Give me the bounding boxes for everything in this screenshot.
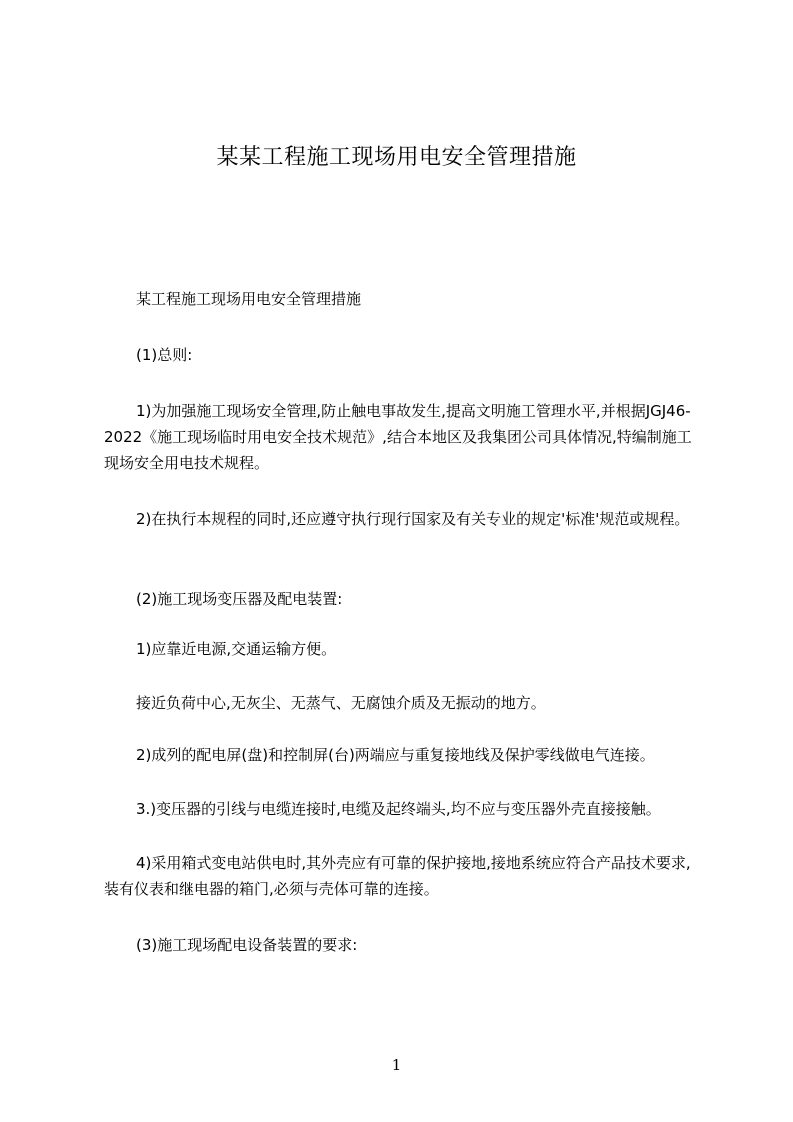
document-title: 某某工程施工现场用电安全管理措施 bbox=[216, 145, 577, 170]
paragraph-section-3: (3)施工现场配电设备装置的要求: bbox=[136, 936, 358, 954]
paragraph-rule-2: 2)在执行本规程的同时,还应遵守执行现行国家及有关专业的规定'标准'规范或规程。 bbox=[136, 510, 690, 528]
paragraph-item-1-cont: 接近负荷中心,无灰尘、无蒸气、无腐蚀介质及无振动的地方。 bbox=[136, 694, 546, 712]
paragraph-item-4: 4)采用箱式变电站供电时,其外壳应有可靠的保护接地,接地系统应符合产品技术要求,装有仪表和继电器的箱门,必须与壳体可靠的连接。 bbox=[104, 854, 691, 898]
paragraph-section-2: (2)施工现场变压器及配电装置: bbox=[136, 590, 343, 608]
paragraph-item-1: 1)应靠近电源,交通运输方便。 bbox=[136, 640, 337, 658]
page-number: 1 bbox=[391, 1056, 402, 1074]
paragraph-item-3: 3.)变压器的引线与电缆连接时,电缆及起终端头,均不应与变压器外壳直接接触。 bbox=[136, 800, 661, 818]
paragraph-general-rules: (1)总则: bbox=[136, 346, 193, 364]
paragraph-item-2: 2)成列的配电屏(盘)和控制屏(台)两端应与重复接地线及保护零线做电气连接。 bbox=[136, 746, 655, 764]
paragraph-heading: 某工程施工现场用电安全管理措施 bbox=[136, 290, 362, 308]
paragraph-rule-1: 1)为加强施工现场安全管理,防止触电事故发生,提高文明施工管理水平,并根据JGJ46-2022《施工现场临时用电安全技术规范》,结合本地区及我集团公司具体情况,特编制施工现场安全用电技术规程。 bbox=[104, 402, 692, 472]
